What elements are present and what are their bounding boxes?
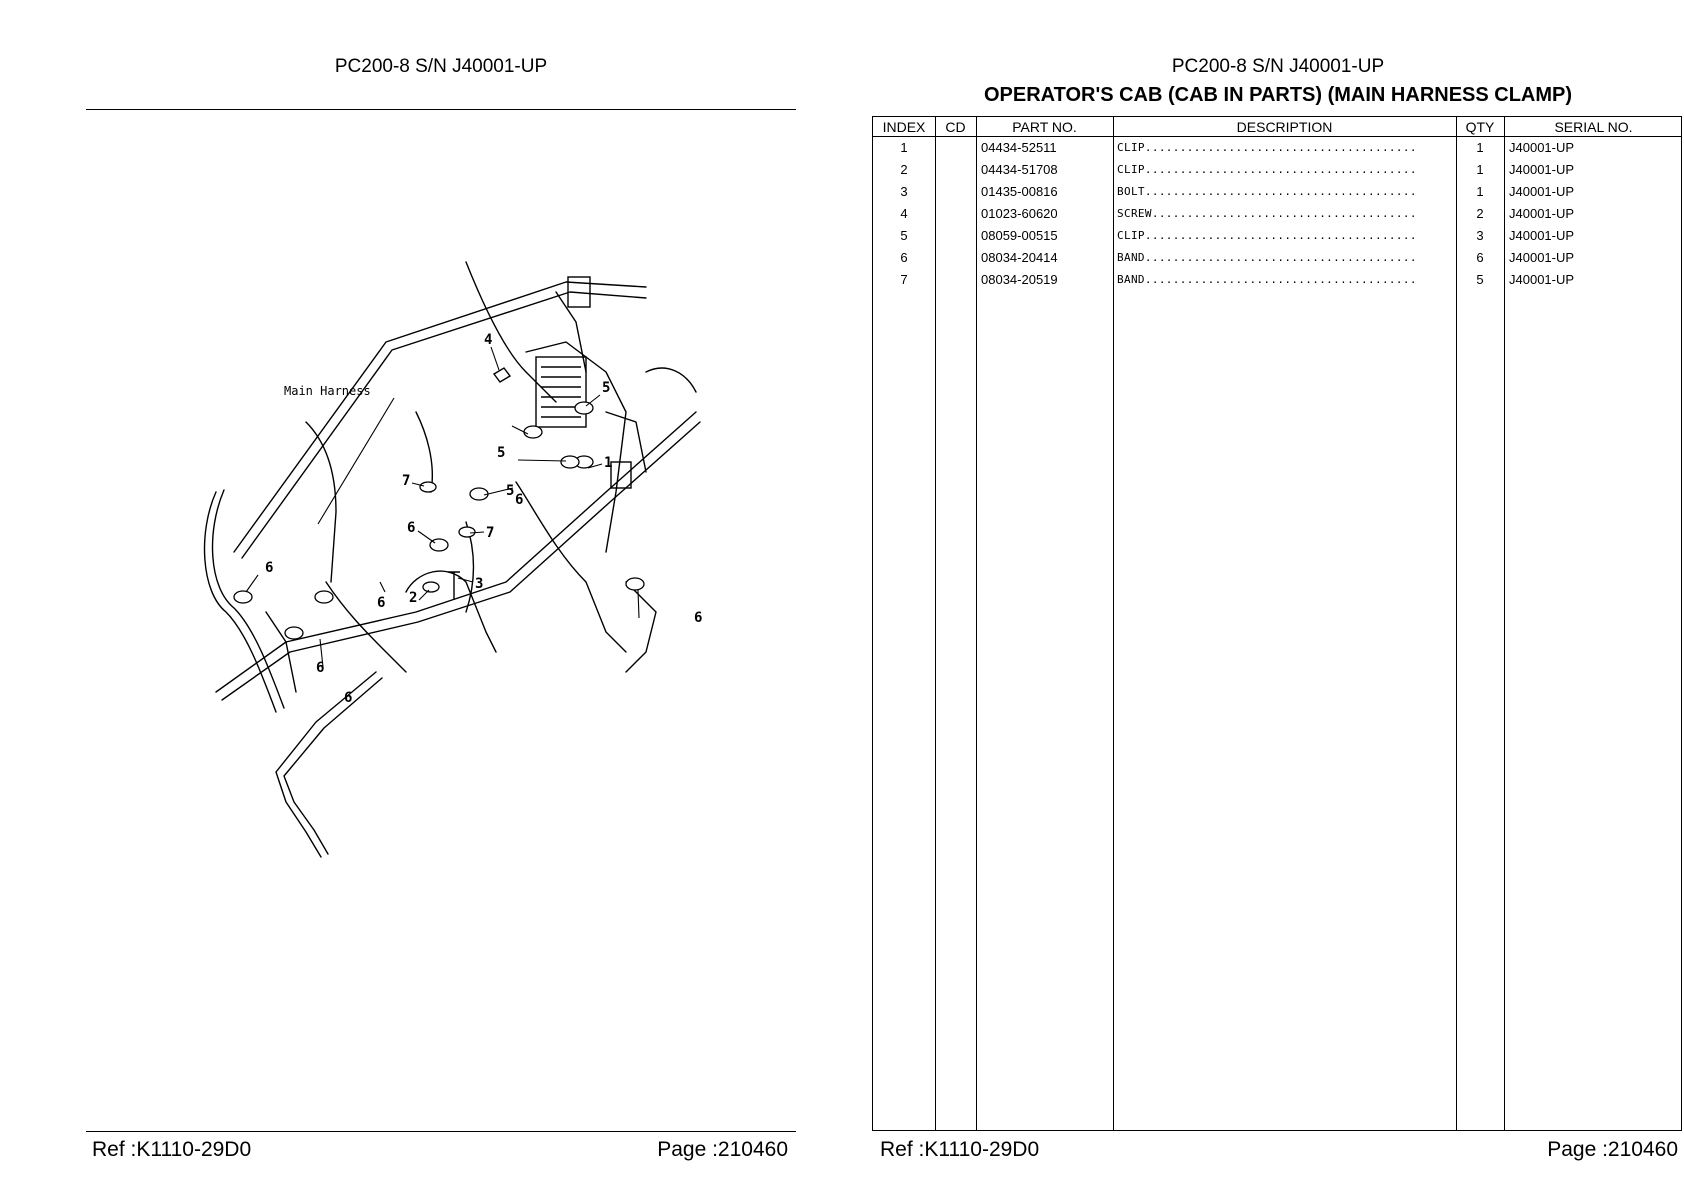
cell-part-no: 01023-60620	[981, 206, 1058, 221]
table-row	[873, 203, 1681, 225]
cell-qty: 6	[1476, 250, 1484, 265]
right-model-heading: PC200-8 S/N J40001-UP	[1171, 56, 1385, 77]
clamp-6d	[285, 627, 303, 639]
clamp-6f	[626, 578, 644, 590]
table-row	[873, 181, 1681, 203]
clamp-6c	[234, 591, 252, 603]
callout: 5	[506, 483, 515, 499]
clamp-5c	[575, 402, 593, 414]
clamp-2	[423, 582, 439, 592]
callout: 5	[602, 380, 611, 396]
cell-qty: 1	[1476, 162, 1484, 177]
clamp-6a	[470, 488, 488, 500]
callout: 6	[515, 492, 524, 508]
left-page-number: Page :210460	[657, 1138, 788, 1161]
col-header-index: INDEX	[882, 119, 926, 135]
col-header-part-no: PART NO.	[1012, 119, 1077, 135]
cell-serial-no: J40001-UP	[1509, 184, 1575, 199]
callout: 6	[344, 690, 353, 706]
cell-part-no: 08034-20414	[981, 250, 1058, 265]
clamp-6e	[315, 591, 333, 603]
cell-serial-no: J40001-UP	[1509, 162, 1575, 177]
callout: 6	[265, 560, 274, 576]
clamp-5b	[561, 456, 579, 468]
cell-index: 2	[900, 162, 908, 177]
callout: 5	[497, 445, 506, 461]
cell-index: 3	[900, 184, 908, 199]
callout: 6	[694, 610, 703, 626]
left-footer-rule	[86, 1131, 796, 1132]
cell-qty: 5	[1476, 272, 1484, 287]
clamp-7b	[459, 527, 475, 537]
left-header-rule	[86, 109, 796, 110]
harness-diagram	[86, 112, 796, 1130]
cell-index: 6	[900, 250, 908, 265]
cell-index: 1	[900, 140, 908, 155]
col-header-description: DESCRIPTION	[1236, 119, 1333, 135]
right-ref: Ref :K1110-29D0	[880, 1138, 1040, 1161]
harness-lower-tail	[276, 672, 376, 857]
table-row	[873, 247, 1681, 269]
cell-description: CLIP.......................................	[1117, 229, 1417, 242]
table-row	[873, 225, 1681, 247]
left-model-heading: PC200-8 S/N J40001-UP	[334, 56, 548, 77]
col-header-qty: QTY	[1465, 119, 1495, 135]
cell-qty: 3	[1476, 228, 1484, 243]
cell-qty: 1	[1476, 140, 1484, 155]
cell-description: BAND.......................................	[1117, 251, 1417, 264]
callout: 1	[604, 455, 613, 471]
cell-qty: 2	[1476, 206, 1484, 221]
cell-index: 4	[900, 206, 908, 221]
clamp-5a	[524, 426, 542, 438]
table-row	[873, 269, 1681, 291]
cell-description: BOLT.......................................	[1117, 185, 1417, 198]
table-row	[873, 159, 1681, 181]
cell-serial-no: J40001-UP	[1509, 272, 1575, 287]
cell-serial-no: J40001-UP	[1509, 140, 1575, 155]
col-header-cd: CD	[945, 119, 966, 135]
callout: 4	[484, 332, 493, 348]
col-header-serial-no: SERIAL NO.	[1554, 119, 1633, 135]
screw-4	[494, 368, 510, 382]
callout: 2	[409, 590, 418, 606]
callout: 7	[486, 525, 495, 541]
parts-table	[872, 116, 1682, 1131]
callout: 7	[402, 473, 411, 489]
cell-part-no: 04434-52511	[981, 140, 1057, 155]
cell-part-no: 08034-20519	[981, 272, 1058, 287]
clamp-7a	[420, 482, 436, 492]
cell-part-no: 08059-00515	[981, 228, 1058, 243]
cell-index: 5	[900, 228, 908, 243]
cell-part-no: 04434-51708	[981, 162, 1058, 177]
callout: 6	[407, 520, 416, 536]
right-page-number: Page :210460	[1547, 1138, 1678, 1161]
callout: 6	[316, 660, 325, 676]
cell-serial-no: J40001-UP	[1509, 250, 1575, 265]
cell-index: 7	[900, 272, 908, 287]
callout: 3	[475, 576, 484, 592]
parts-list-title: OPERATOR'S CAB (CAB IN PARTS) (MAIN HARNESS CLAMP)	[983, 84, 1573, 106]
table-row	[873, 137, 1681, 159]
cell-serial-no: J40001-UP	[1509, 228, 1575, 243]
diagram-label-main-harness: Main Harness	[284, 384, 371, 398]
left-ref: Ref :K1110-29D0	[92, 1138, 252, 1161]
cell-description: SCREW......................................	[1117, 207, 1417, 220]
cell-description: CLIP.......................................	[1117, 163, 1417, 176]
cell-description: CLIP.......................................	[1117, 141, 1417, 154]
cell-qty: 1	[1476, 184, 1484, 199]
callout: 6	[377, 595, 386, 611]
cell-description: BAND.......................................	[1117, 273, 1417, 286]
cell-part-no: 01435-00816	[981, 184, 1058, 199]
cell-serial-no: J40001-UP	[1509, 206, 1575, 221]
